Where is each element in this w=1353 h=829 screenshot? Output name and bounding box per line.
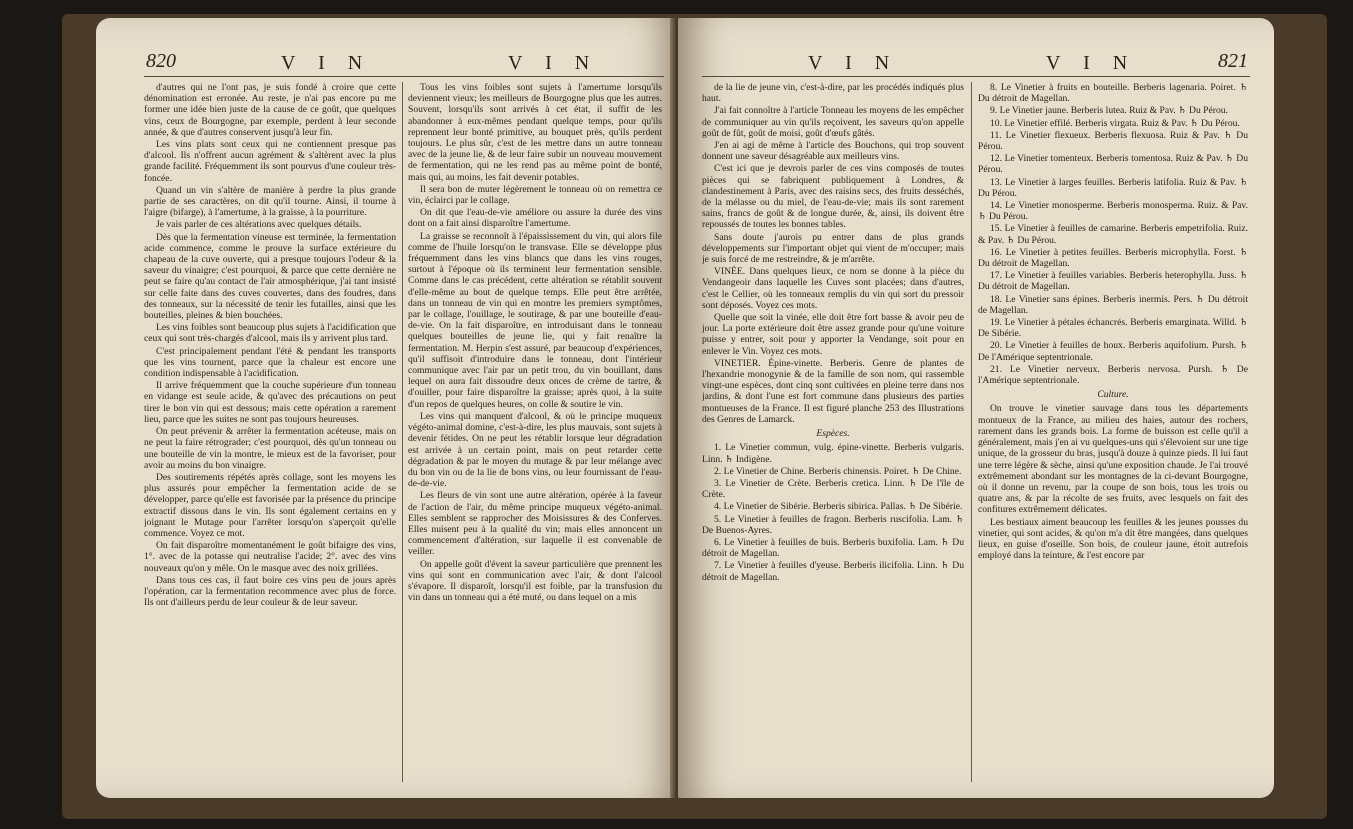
paragraph: 4. Le Vinetier de Sibérie. Berberis sibirica. Pallas. ♄ De Sibérie. xyxy=(714,501,963,513)
right-running-head-a: V I N xyxy=(808,52,899,74)
paragraph: Les vins qui manquent d'alcool, & où le principe muqueux végéto-animal domine, c'est-à-dire, les plus mauvais, sont sujets à devenir fétides. On ne peut les rétablir lorsque leur dégradation est arrivée à un certain point, mais on peut retarder cette dégradation & par le moyen du mutage & par leur mélange avec du bon vin ou de la lie de bons vins, ou leur fournissant de l'eau-de-de-vie. xyxy=(408,410,662,490)
paragraph: On dit que l'eau-de-vie améliore ou assure la durée des vins dont on a fait ainsi disparoître l'amertume. xyxy=(408,207,662,230)
paragraph: Dans tous ces cas, il faut boire ces vins peu de jours après l'opération, car la fermentation recommence avec plus de force. Ils ont d'ailleurs perdu de leur couleur & de leur saveur. xyxy=(144,574,396,609)
paragraph: Il arrive fréquemment que la couche supérieure d'un tonneau en vidange est seule acide, & qu'avec des précautions on peut tirer le bon vin qui est dessous; mais cette opération a rarement lieu, parce que les suites ne sont pas toujours heureuses. xyxy=(144,380,396,425)
paragraph: Des soutirements répétés après collage, sont les moyens les plus assurés pour empêcher la fermentation acide de se développer, parce qu'elle est favorisée par la présence du principe extractif dissous dans le vin. Ils sont également certains en y joignant le Mutage pour l'arrêter lorsqu'on s'aperçoit qu'elle commence. Voyez ce mot. xyxy=(144,471,396,539)
paragraph: On fait disparoître momentanément le goût bifaigre des vins, 1°. avec de la potasse qui neutralise l'acide; 2°. avec des vins nouveaux qu'on y mêle. On le masque avec des noix grillées. xyxy=(144,540,396,574)
paragraph: 9. Le Vinetier jaune. Berberis lutea. Ruiz & Pav. ♄ Du Pérou. xyxy=(990,105,1228,117)
paragraph: Je vais parler de ces altérations avec quelques détails. xyxy=(156,219,362,231)
paragraph: VINÉE. Dans quelques lieux, ce nom se donne à la pièce du Vendangeoir dans laquelle les Cuves sont placées; dans d'autres, c'est le Cellier, où les tonneaux remplis du vin qui sort du pressoir sont déposés. Voyez ces mots. xyxy=(702,266,964,311)
paragraph: Culture. xyxy=(1097,389,1129,401)
paragraph: 7. Le Vinetier à feuilles d'yeuse. Berberis ilicifolia. Linn. ♄ Du détroit de Magellan. xyxy=(702,560,964,583)
paragraph: Les vins plats sont ceux qui ne contiennent presque pas d'alcool. Ils n'offrent aucun agrément & s'altèrent avec la plus grande facilité. Fréquemment ils sont pourvus d'une couleur très-foncée. xyxy=(144,139,396,184)
paragraph: d'autres qui ne l'ont pas, je suis fondé à croire que cette dénomination est erronée. Au reste, je n'ai pas encore pu me former une idée bien juste de la cause de ce goût, que quelques vins, ceux de Bourgogne, par exemple, perdent à leur seconde année, & que d'autres conservent jusqu'à leur fin. xyxy=(144,82,396,138)
left-column-1 xyxy=(144,82,396,792)
left-running-head-b: V I N xyxy=(508,52,599,74)
paragraph: On appelle goût d'évent la saveur particulière que prennent les vins qui sont en communication avec l'air, & dont l'alcool s'évapore. Il disparoît, lorsqu'il est foible, par la transfusion du vin dans un tonneau qui a été muté, ou dans lequel on a mis xyxy=(408,558,662,604)
paragraph: On trouve le vinetier sauvage dans tous les départements montueux de la France, au milieu des haies, autour des rochers, rarement dans les grands bois. La forme de buisson est celle qu'il a généralement, mais j'en ai vu quelques-uns qui s'élevoient sur une tige unique, de la grosseur du bras, jusqu'à douze à quinze pieds. Il lui faut une terre légère & sèche, ainsi qu'une exposition chaude. Je l'ai trouvé extrêmement abondant sur les montagnes de la ci-devant Bourgogne, où il donne un revenu, par la coupe de son bois, tous les trois ou quatre ans, & par la récolte de ses fruits, avec lesquels on fait des confitures extrêmement délicates. xyxy=(978,403,1248,516)
paragraph: 8. Le Vinetier à fruits en bouteille. Berberis lagenaria. Poiret. ♄ Du détroit de Magellan. xyxy=(978,82,1248,105)
paragraph: 3. Le Vinetier de Crète. Berberis cretica. Linn. ♄ De l'île de Crète. xyxy=(702,477,964,501)
paragraph: 13. Le Vinetier à larges feuilles. Berberis latifolia. Ruiz & Pav. ♄ Du Pérou. xyxy=(978,176,1248,199)
paragraph: 5. Le Vinetier à feuilles de fragon. Berberis ruscifolia. Lam. ♄ De Buenos-Ayres. xyxy=(702,513,964,536)
paragraph: 16. Le Vinetier à petites feuilles. Berberis microphylla. Forst. ♄ Du détroit de Magellan. xyxy=(978,246,1248,270)
paragraph: 17. Le Vinetier à feuilles variables. Berberis heterophylla. Juss. ♄ Du détroit de Magellan. xyxy=(978,270,1248,293)
paragraph: de la lie de jeune vin, c'est-à-dire, par les procédés indiqués plus haut. xyxy=(702,82,964,105)
paragraph: C'est principalement pendant l'été & pendant les transports que les vins tournent, parce que la chaleur est encore une condition indispensable à l'acidification. xyxy=(144,345,396,380)
left-column-2 xyxy=(408,82,662,792)
left-page xyxy=(96,18,676,798)
paragraph: 6. Le Vinetier à feuilles de buis. Berberis buxifolia. Lam. ♄ Du détroit de Magellan. xyxy=(702,536,964,560)
paragraph: C'est ici que je devrois parler de ces vins composés de toutes pièces qui se fabriquent publiquement à Londres, & clandestinement à Paris, avec des raisins secs, des fruits desséchés, de la mélasse ou du miel, de l'eau-de-vie; mais ils sont rarement sains, francs de goût & de longue durée, &, ainsi, ils doivent être repoussés de toutes les bonnes tables. xyxy=(702,163,964,231)
paragraph: On peut prévenir & arrêter la fermentation acéteuse, mais on ne peut la faire rétrograder; c'est pourquoi, dès qu'un tonneau ou une bouteille de vin la montre, le mieux est de la favoriser, pour avoir au moins du bon vinaigre. xyxy=(144,426,396,471)
left-page-number: 820 xyxy=(146,50,176,72)
paragraph: Dès que la fermentation vineuse est terminée, la fermentation acide commence, comme le prouve la surface extérieure du chapeau de la cuve ouverte, qui a presque toujours l'odeur & la saveur du vinaigre; c'est pourquoi, & parce que cette dernière ne peut se faire qu'au contact de l'air atmosphérique, j'ai tant insisté sur celle faite dans des cuves couvertes, dans des foudres, dans des tonneaux, sur la nécessité de tenir les futailles, ainsi que les bouteilles, pleines & bien bouchées. xyxy=(144,231,396,322)
paragraph: 19. Le Vinetier à pétales échancrés. Berberis emarginata. Willd. ♄ De Sibérie. xyxy=(978,317,1248,340)
paragraph: Il sera bon de muter légèrement le tonneau où on remettra ce vin, éclairci par le collage. xyxy=(408,183,662,207)
right-column-1 xyxy=(702,82,964,792)
left-running-head-a: V I N xyxy=(281,52,372,74)
right-column-2 xyxy=(978,82,1248,792)
paragraph: 1. Le Vinetier commun, vulg. épine-vinette. Berberis vulgaris. Linn. ♄ Indigène. xyxy=(702,442,964,465)
paragraph: J'en ai agi de même à l'article des Bouchons, qui trop souvent donnent une saveur désagréable aux meilleurs vins. xyxy=(702,140,964,163)
left-column-divider xyxy=(402,82,403,782)
paragraph: 11. Le Vinetier flexueux. Berberis flexuosa. Ruiz & Pav. ♄ Du Pérou. xyxy=(978,129,1248,153)
paragraph: Les vins foibles sont beaucoup plus sujets à l'acidification que ceux qui sont très-chargés d'alcool, mais ils y arrivent plus tard. xyxy=(144,322,396,345)
right-column-divider xyxy=(971,82,972,782)
paragraph: Quelle que soit la vinée, elle doit être fort basse & avoir peu de jour. La porte extérieure doit être assez grande pour qu'une voiture puisse y entrer, soit pour y apporter la Vendange, soit pour en enlever le Vin. Voyez ces mots. xyxy=(702,312,964,357)
paragraph: Espèces. xyxy=(816,428,850,440)
paragraph: La graisse se reconnoît à l'épaississement du vin, qui alors file comme de l'huile lorsqu'on le transvase. Elle se développe plus fréquemment dans les vins blancs que dans les vins rouges, surtout à l'époque où ils terminent leur fermentation sensible. Comme dans le cas précédent, cette altération se rétablit souvent d'elle-même au bout de quelque temps. Elle peut être arrêtée, dans un tonneau de vin qui en montre les premiers symptômes, par le collage, l'ouillage, le soutirage, & par une bouteille d'eau-de-vie. On la fait disparoître, en introduisant dans le tonneau quelques bouteilles de jeune lie, qui y fait renaître la fermentation. M. Herpin s'est assuré, par beaucoup d'expériences, qu'il suffisoit d'introduire dans le tonneau, dont l'intérieur communique avec l'air par un petit trou, du vin bouillant, dans lequel on aura fait dissoudre deux onces de crème de tartre, & d'ouiller, pour faire disparoître la graisse; après quoi, à la suite d'un repos de quelques heures, on colle & soutire le vin. xyxy=(408,230,662,410)
right-page-number: 821 xyxy=(1218,50,1248,72)
paragraph: 15. Le Vinetier à feuilles de camarine. Berberis empetrifolia. Ruiz. & Pav. ♄ Du Pérou. xyxy=(978,223,1248,246)
paragraph: 21. Le Vinetier nerveux. Berberis nervosa. Pursh. ♄ De l'Amérique septentrionale. xyxy=(978,363,1248,387)
paragraph: 18. Le Vinetier sans épines. Berberis inermis. Pers. ♄ Du détroit de Magellan. xyxy=(978,293,1248,316)
paragraph: Sans doute j'aurois pu entrer dans de plus grands développements sur l'important objet qui vient de m'occuper; mais je suis forcé de me restreindre, & je m'arrête. xyxy=(702,231,964,266)
paragraph: J'ai fait connoître à l'article Tonneau les moyens de les empêcher de communiquer au vin qu'ils reçoivent, les saveurs qu'on appelle goût de fût, goût de moisi, goût d'œufs gâtés. xyxy=(702,105,964,139)
right-head-rule xyxy=(702,76,1250,77)
paragraph: 10. Le Vinetier effilé. Berberis virgata. Ruiz & Pav. ♄ Du Pérou. xyxy=(990,117,1240,129)
paragraph: 14. Le Vinetier monosperme. Berberis monosperma. Ruiz. & Pav. ♄ Du Pérou. xyxy=(978,200,1248,223)
right-running-head-b: V I N xyxy=(1046,52,1137,74)
right-page xyxy=(678,18,1274,798)
paragraph: 2. Le Vinetier de Chine. Berberis chinensis. Poiret. ♄ De Chine. xyxy=(714,465,962,477)
paragraph: Les fleurs de vin sont une autre altération, opérée à la faveur de l'action de l'air, du même principe muqueux végéto-animal. Elles semblent se rapprocher des Moisissures & des Conferves. Elles nuisent peu à la qualité du vin; mais elles annoncent un commencement d'altération, sur laquelle il est convenable de veiller. xyxy=(408,490,662,558)
paragraph: Les bestiaux aiment beaucoup les feuilles & les jeunes pousses du vinetier, qui sont acides, & qu'on m'a dit être mangées, dans quelques lieux, en guise d'oseille. Son bois, de couleur jaune, étoit autrefois employé dans la teinture, & l'est encore par xyxy=(978,516,1248,562)
paragraph: 12. Le Vinetier tomenteux. Berberis tomentosa. Ruiz & Pav. ♄ Du Pérou. xyxy=(978,153,1248,176)
paragraph: Tous les vins foibles sont sujets à l'amertume lorsqu'ils deviennent vieux; les meilleurs de Bourgogne plus que les autres. Souvent, lorsqu'ils sont arrivés à cet état, il suffit de les abandonner à eux-mêmes pendant quelque temps, pour qu'ils reprennent leur bonté primitive, au bouquet près, qu'ils perdent toujours. Le plus sûr, c'est de les mettre dans un autre tonneau avec de la jeune lie, & de leur faire subir un nouveau mouvement de fermentation, qui ne les rend pas au même point de bonté, mais qui, au moins, les fait devenir potables. xyxy=(408,82,662,183)
paragraph: 20. Le Vinetier à feuilles de houx. Berberis aquifolium. Pursh. ♄ De l'Amérique septentrionale. xyxy=(978,340,1248,363)
paragraph: VINETIER. Épine-vinette. Berberis. Genre de plantes de l'hexandrie monogynie & de la famille de son nom, qui rassemble vingt-une espèces, dont cinq sont cultivées en pleine terre dans nos jardins, & dont l'une est fort commune dans plusieurs des parties montueuses de la France. Il est figuré planche 253 des Illustrations des Genres de Lamarck. xyxy=(702,357,964,425)
left-head-rule xyxy=(144,76,664,77)
paragraph: Quand un vin s'altère de manière à perdre la plus grande partie de ses caractères, on dit qu'il tourne. Ainsi, il tourne à l'aigre (bifarge), à l'amertume, à la graisse, à la pourriture. xyxy=(144,184,396,219)
